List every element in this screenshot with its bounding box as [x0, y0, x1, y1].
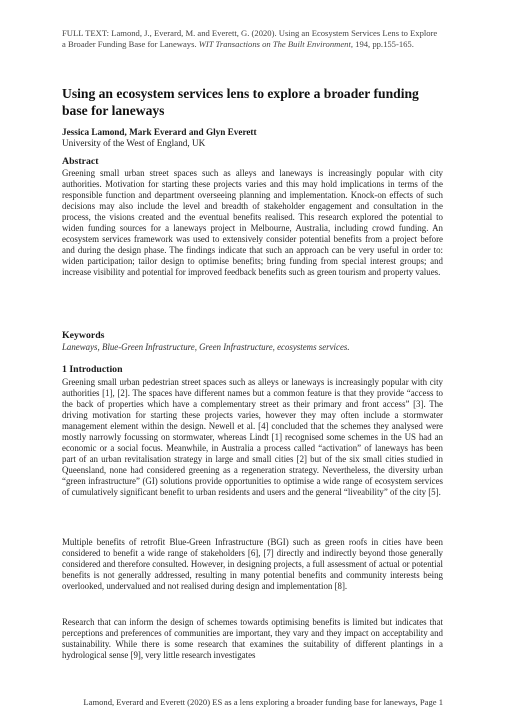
- author-names: Jessica Lamond, Mark Everard and Glyn Everett: [62, 127, 257, 137]
- citation-header: [62, 28, 443, 50]
- keywords-text: Laneways, Blue-Green Infrastructure, Green Infrastructure, ecosystems services.: [62, 342, 350, 352]
- author-block: [62, 127, 443, 149]
- citation-suffix: , 194, pp.155-165.: [350, 39, 414, 49]
- introduction-paragraph-3: Research that can inform the design of schemes towards optimising benefits is limited but indicates that perceptions and preferences of communities are important, they vary and they impact on acceptability and sustainability. While there is some research that examines the suitability of different plantings in a hydrological sense [9], very little research investigates: [62, 617, 443, 660]
- citation-journal: WIT Transactions on The Built Environment: [198, 39, 351, 49]
- abstract-text: Greening small urban street spaces such as alleys and laneways is increasingly popular with city authorities. Motivation for starting these projects varies and this may hold implications in terms of the responsible function and department overseeing planning and implementation. Knock-on effects of such decisions may also include the level and breadth of stakeholder engagement and consultation in the process, the visions created and the eventual benefits realised. This research explored the potential to widen funding sources for a laneways project in Melbourne, Australia, including crowd funding. An ecosystem services framework was used to extensively consider potential benefits from a project before and during the design phase. The findings indicate that such an approach can be very useful in order to: widen participation; tailor design to optimise benefits; bring funding from special interest groups; and increase visibility and potential for improved feedback benefits such as green tourism and property values.: [62, 168, 443, 277]
- introduction-paragraph-2: Multiple benefits of retrofit Blue-Green Infrastructure (BGI) such as green roofs in cities have been considered to benefit a wide range of stakeholders [6], [7] directly and indirectly beyond those generally considered and therefore consulted. However, in designing projects, a full assessment of actual or potential benefits is not generally addressed, resulting in many potential benefits and community interests being overlooked, undervalued and not realised during design and implementation [8].: [62, 537, 443, 591]
- introduction-paragraph-1: Greening small urban pedestrian street spaces such as alleys or laneways is increasingly popular with city authorities [1], [2]. The spaces have different names but a common feature is that they provide “access to the back of properties which have a complementary street as their primary and front access” [3]. The driving motivation for starting these projects varies, however they may often include a stormwater management element within the design. Newell et al. [4] concluded that the schemes they analysed were mostly narrowly focussing on stormwater, whereas Lindt [1] recognised some schemes in the US had an economic or a social focus. Meanwhile, in Australia a process called “activation” of laneways has been part of an urban revitalisation strategy in large and small cities [2] but of the six small cities studied in Queensland, none had considered greening as a regeneration strategy. Nevertheless, the diversity urban “green infrastructure” (GI) solutions provide opportunities to optimise a wide range of ecosystem services of cumulatively significant benefit to urban residents and users and the general “liveability” of the city [5].: [62, 377, 443, 497]
- citation-prefix: FULL TEXT: Lamond, J., Everard, M. and Everett, G. (2020). Using an Ecosystem Services Lens to Explore a Broader Funding Base for Laneways.: [62, 28, 438, 49]
- paper-title: Using an ecosystem services lens to explore a broader funding base for laneways: [62, 86, 419, 118]
- author-affiliation: University of the West of England, UK: [62, 138, 206, 148]
- introduction-heading: 1 Introduction: [62, 364, 123, 375]
- keywords-heading: Keywords: [62, 330, 105, 341]
- abstract-heading: Abstract: [62, 156, 99, 167]
- page-footer: Lamond, Everard and Everett (2020) ES as a lens exploring a broader funding base for laneways, Page 1: [83, 697, 443, 707]
